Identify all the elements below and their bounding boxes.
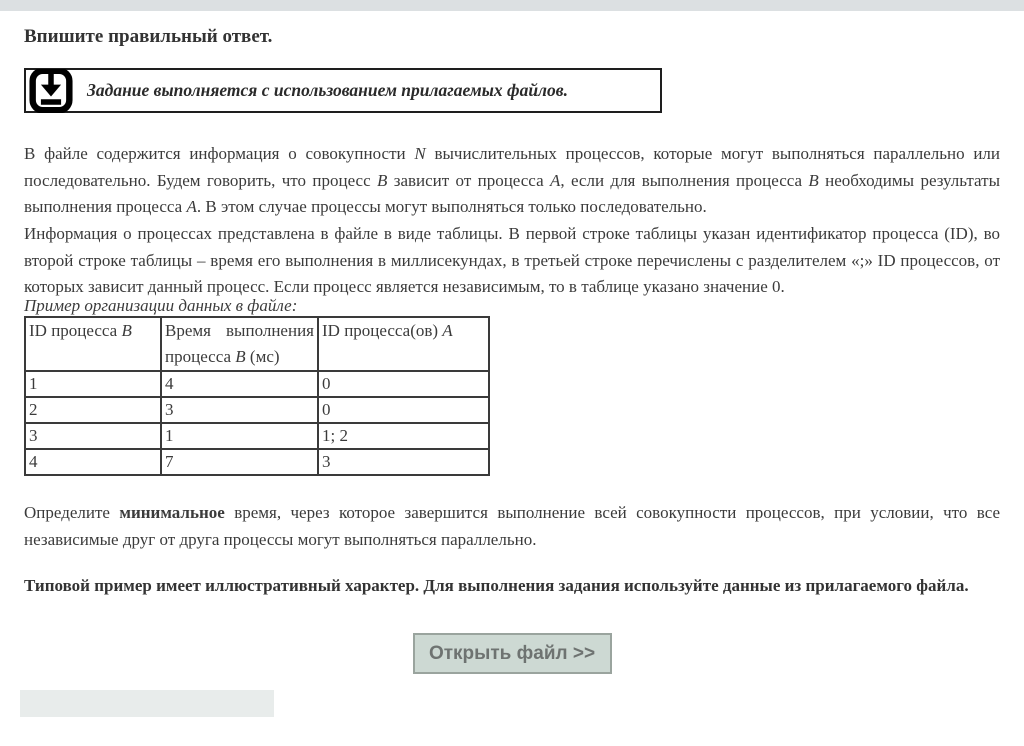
- task-question: Определите минимальное время, через которое завершится выполнение всей совокупности процессов, при условии, что все независимые друг от друга процессы могут выполняться параллельно.: [24, 503, 1001, 549]
- table-cell: 1; 2: [318, 423, 489, 449]
- button-row: [24, 633, 1000, 674]
- top-bar: [0, 0, 1024, 11]
- table-cell: 4: [25, 449, 161, 475]
- table-row: [25, 397, 489, 423]
- table-cell: 4: [161, 371, 318, 397]
- answer-input[interactable]: [20, 690, 274, 717]
- table-header-row: [25, 317, 489, 371]
- table-cell: 0: [318, 397, 489, 423]
- table-cell: 1: [161, 423, 318, 449]
- prompt-heading: Впишите правильный ответ.: [24, 26, 273, 47]
- table-cell: 7: [161, 449, 318, 475]
- table-row: [25, 371, 489, 397]
- table-row: [25, 423, 489, 449]
- table-row: [25, 449, 489, 475]
- table-cell: 3: [318, 449, 489, 475]
- table-cell: 2: [25, 397, 161, 423]
- example-table: [24, 316, 490, 476]
- open-file-button[interactable]: Открыть файл >>: [413, 633, 612, 674]
- download-icon: [29, 69, 77, 113]
- table-header-cell: ID процесса(ов) A: [318, 317, 489, 371]
- table-cell: 3: [25, 423, 161, 449]
- example-caption: Пример организации данных в файле:: [24, 296, 298, 315]
- table-header-cell: ID процесса B: [25, 317, 161, 371]
- task-note: Типовой пример имеет иллюстративный характер. Для выполнения задания используйте данные из прилагаемого файла.: [24, 576, 969, 595]
- table-cell: 0: [318, 371, 489, 397]
- task-description-1: В файле содержится информация о совокупности N вычислительных процессов, которые могут выполняться параллельно или последовательно. Будем говорить, что процесс B зависит от процесса A, если для выполнения процесса B необходимы результаты выполнения процесса A. В этом случае процессы могут выполняться только последовательно.: [24, 144, 1000, 216]
- task-description-2: Информация о процессах представлена в файле в виде таблицы. В первой строке таблицы указан идентификатор процесса (ID), во второй строке таблицы – время его выполнения в миллисекундах, в третьей строке перечислены с разделителем «;» ID процессов, от которых зависит данный процесс. Если процесс является независимым, то в таблице указано значение 0.: [24, 224, 1000, 296]
- attachment-notice-text: Задание выполняется с использованием прилагаемых файлов.: [87, 80, 568, 100]
- table-cell: 3: [161, 397, 318, 423]
- table-header-cell: Время выполнения процесса B (мс): [161, 317, 318, 371]
- table-cell: 1: [25, 371, 161, 397]
- attachment-notice: [24, 68, 662, 113]
